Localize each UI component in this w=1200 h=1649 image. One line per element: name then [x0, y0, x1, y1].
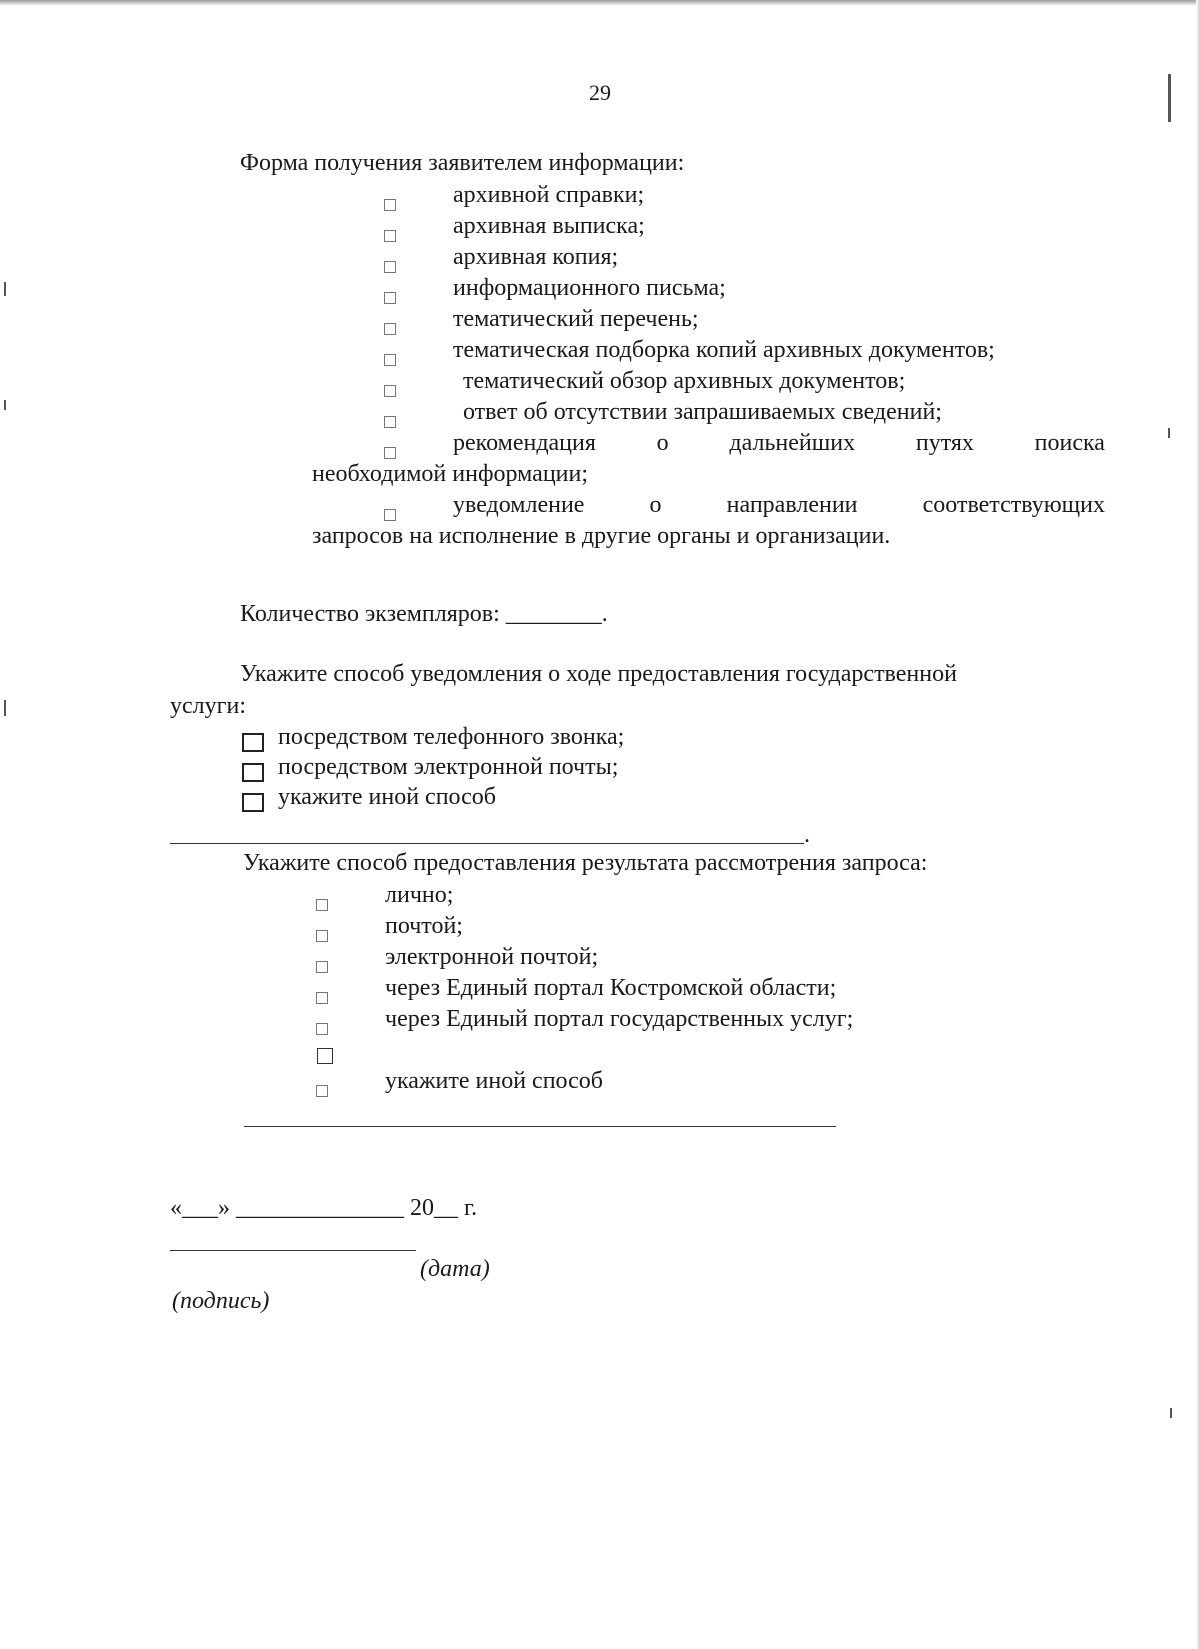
checkbox[interactable] [384, 375, 396, 405]
receipt-option-notification-continuation: запросов на исполнение в другие органы и организации. [312, 523, 891, 549]
receipt-option: тематический обзор архивных документов; [463, 368, 906, 394]
year-suffix: г. [458, 1195, 478, 1221]
word: о [649, 492, 662, 518]
delivery-other-line[interactable] [244, 1126, 836, 1127]
signature-line[interactable] [170, 1250, 416, 1251]
word: рекомендация [453, 430, 596, 456]
word: направлении [726, 492, 858, 518]
receipt-option: архивная выписка; [453, 213, 645, 239]
copies-end: . [601, 601, 608, 627]
copies-label: Количество экземпляров: [240, 601, 500, 627]
notification-option: посредством электронной почты; [278, 754, 619, 780]
copies-line [240, 599, 608, 629]
scan-speck [1168, 74, 1171, 122]
word: о [656, 430, 669, 456]
checkbox[interactable] [384, 344, 396, 374]
word: дальнейших [729, 430, 856, 456]
checkbox[interactable] [316, 1075, 328, 1105]
receipt-form-heading: Форма получения заявителем информации: [240, 150, 685, 176]
notification-heading: Укажите способ уведомления о ходе предоставления государственной [240, 661, 957, 687]
delivery-option: через Единый портал Костромской области; [385, 975, 837, 1001]
year-field[interactable]: __ [434, 1195, 458, 1221]
checkbox[interactable] [316, 920, 328, 950]
date-close-quote: » [218, 1195, 230, 1221]
checkbox[interactable] [316, 1013, 328, 1043]
receipt-option: ответ об отсутствии запрашиваемых сведений; [463, 399, 942, 425]
checkbox[interactable] [316, 982, 328, 1012]
scan-speck [4, 282, 6, 296]
checkbox[interactable] [242, 790, 264, 820]
scan-speck [4, 700, 6, 716]
notification-option: посредством телефонного звонка; [278, 724, 625, 750]
notification-line-end: . [804, 822, 810, 848]
checkbox[interactable] [384, 220, 396, 250]
notification-other-line[interactable] [170, 843, 804, 844]
checkbox[interactable] [384, 313, 396, 343]
checkbox[interactable] [317, 1042, 333, 1072]
word: соответствующих [922, 492, 1105, 518]
receipt-option: информационного письма; [453, 275, 726, 301]
date-line [170, 1193, 477, 1223]
checkbox[interactable] [242, 730, 264, 760]
delivery-option: почтой; [385, 913, 463, 939]
delivery-option-other: укажите иной способ [385, 1068, 604, 1094]
day-field[interactable]: ___ [182, 1195, 218, 1221]
delivery-heading: Укажите способ предоставления результата рассмотрения запроса: [243, 850, 928, 876]
checkbox[interactable] [242, 760, 264, 790]
receipt-option: тематический перечень; [453, 306, 699, 332]
scan-speck [1168, 428, 1170, 438]
delivery-option: электронной почтой; [385, 944, 599, 970]
word: путях [915, 430, 974, 456]
word: поиска [1034, 430, 1105, 456]
receipt-option-notification [453, 490, 1105, 520]
scan-speck [1170, 1408, 1172, 1418]
year-prefix: 20 [410, 1195, 434, 1221]
notification-option: укажите иной способ [278, 784, 497, 810]
receipt-option-recommendation-continuation: необходимой информации; [312, 461, 589, 487]
scan-speck [4, 400, 6, 410]
signature-caption: (подпись) [172, 1288, 270, 1314]
delivery-option: лично; [385, 882, 454, 908]
checkbox[interactable] [384, 406, 396, 436]
checkbox[interactable] [384, 189, 396, 219]
checkbox[interactable] [384, 282, 396, 312]
receipt-option: архивной справки; [453, 182, 645, 208]
checkbox[interactable] [384, 251, 396, 281]
page-number: 29 [589, 80, 611, 105]
notification-heading-continuation: услуги: [170, 693, 246, 719]
delivery-option: через Единый портал государственных услуг; [385, 1006, 854, 1032]
month-field[interactable]: ______________ [236, 1195, 404, 1221]
checkbox[interactable] [316, 951, 328, 981]
scan-edge-right [1196, 0, 1200, 1649]
receipt-option: архивная копия; [453, 244, 619, 270]
receipt-option-recommendation [453, 428, 1105, 458]
word: уведомление [453, 492, 585, 518]
date-caption: (дата) [420, 1256, 490, 1282]
copies-field[interactable]: ________ [505, 601, 602, 627]
date-open-quote: « [170, 1195, 182, 1221]
receipt-option: тематическая подборка копий архивных документов; [453, 337, 995, 363]
scan-edge-top [0, 0, 1200, 6]
checkbox[interactable] [316, 889, 328, 919]
